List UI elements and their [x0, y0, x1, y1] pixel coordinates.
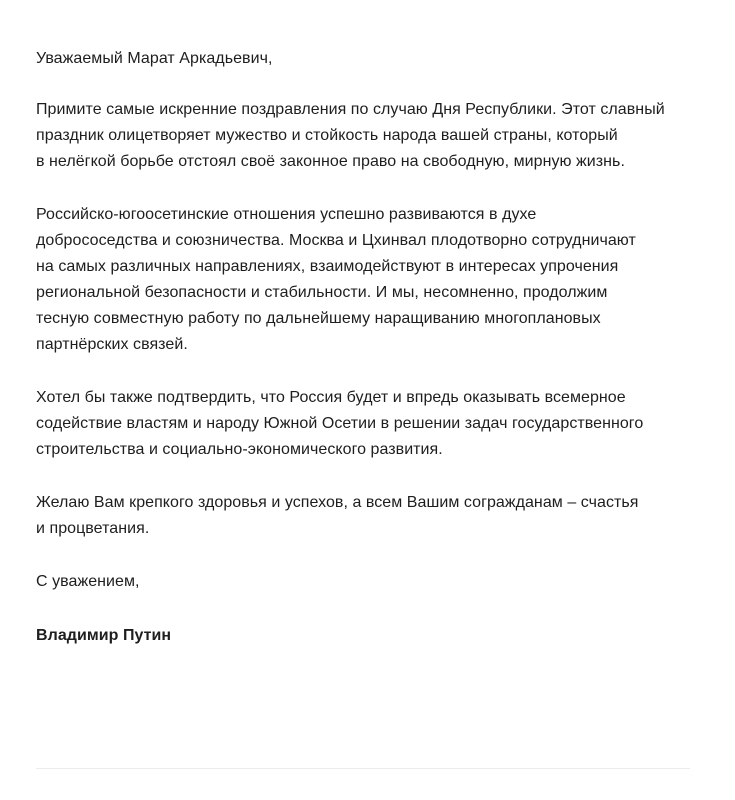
letter-paragraph-4: [36, 490, 696, 542]
paragraph-line: Примите самые искренние поздравления по случаю Дня Республики. Этот славный: [36, 101, 665, 118]
letter-paragraph-1: [36, 97, 696, 175]
footer-divider: [36, 768, 690, 769]
paragraph-line: региональной безопасности и стабильности. И мы, несомненно, продолжим: [36, 284, 608, 301]
paragraph-line: содействие властям и народу Южной Осетии в решении задач государственного: [36, 415, 644, 432]
letter-signature: Владимир Путин: [36, 627, 172, 644]
letter-paragraph-2: [36, 202, 696, 358]
letter-paragraph-3: [36, 385, 696, 463]
letter-salutation: Уважаемый Марат Аркадьевич,: [36, 50, 273, 67]
paragraph-line: тесную совместную работу по дальнейшему наращиванию многоплановых: [36, 310, 601, 327]
paragraph-line: Желаю Вам крепкого здоровья и успехов, а всем Вашим согражданам – счастья: [36, 494, 639, 511]
letter-body: [36, 46, 696, 649]
paragraph-line: и процветания.: [36, 520, 150, 537]
paragraph-line: Хотел бы также подтвердить, что Россия будет и впредь оказывать всемерное: [36, 389, 626, 406]
paragraph-line: праздник олицетворяет мужество и стойкость народа вашей страны, который: [36, 127, 618, 144]
paragraph-line: Российско-югоосетинские отношения успешно развиваются в духе: [36, 206, 537, 223]
letter-closing: С уважением,: [36, 573, 140, 590]
paragraph-line: партнёрских связей.: [36, 336, 188, 353]
paragraph-line: на самых различных направлениях, взаимодействуют в интересах упрочения: [36, 258, 619, 275]
paragraph-line: добрососедства и союзничества. Москва и Цхинвал плодотворно сотрудничают: [36, 232, 636, 249]
paragraph-line: строительства и социально-экономического развития.: [36, 441, 443, 458]
paragraph-line: в нелёгкой борьбе отстоял своё законное право на свободную, мирную жизнь.: [36, 153, 625, 170]
